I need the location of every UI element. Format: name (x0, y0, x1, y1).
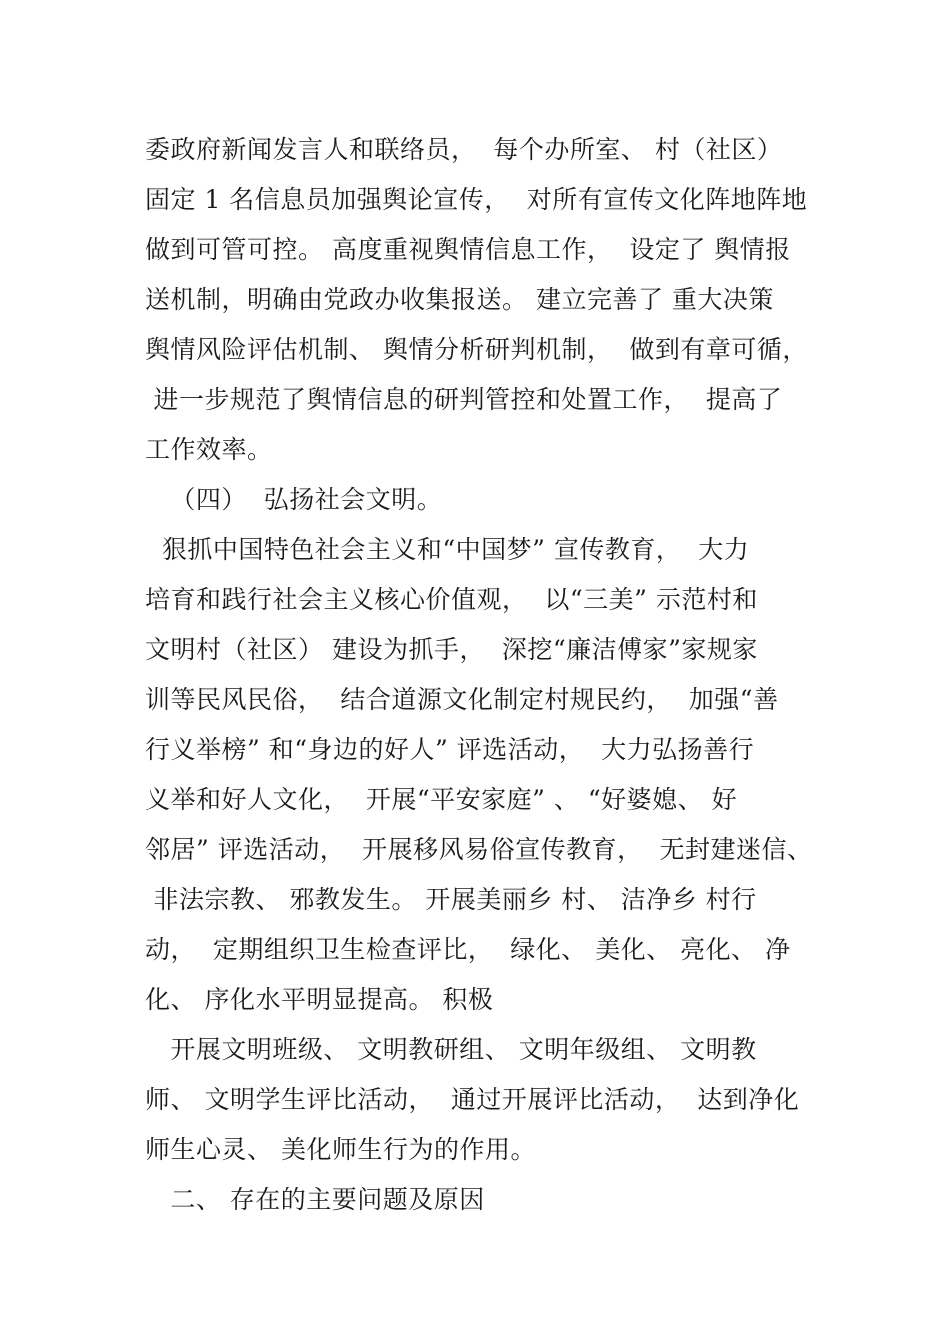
text-line: 训等民风民俗， 结合道源文化制定村规民约， 加强“善 (145, 685, 779, 714)
text-line: 文明村（社区） 建设为抓手， 深挖“廉洁傅家”家规家 (145, 635, 758, 664)
text-line: 做到可管可控。 高度重视舆情信息工作， 设定了 舆情报 (145, 235, 791, 264)
text-line: 师、 文明学生评比活动， 通过开展评比活动， 达到净化 (145, 1085, 800, 1114)
section-heading: 二、 存在的主要问题及原因 (145, 1185, 485, 1214)
text-line: 进一步规范了舆情信息的研判管控和处置工作， 提高了 (145, 385, 783, 414)
text-line: 送机制，明确由党政办收集报送。 建立完善了 重大决策 (145, 285, 774, 314)
text-line: 行义举榜” 和“身边的好人” 评选活动， 大力弘扬善行 (145, 735, 755, 764)
text-line: 培育和践行社会主义核心价值观， 以“三美” 示范村和 (145, 585, 758, 614)
text-line: 舆情风险评估机制、 舆情分析研判机制， 做到有章可循， (145, 335, 808, 364)
text-line: 化、 序化水平明显提高。 积极 (145, 985, 494, 1014)
text-line: 固定 1 名信息员加强舆论宣传， 对所有宣传文化阵地阵地 (145, 185, 808, 214)
text-line: 师生心灵、 美化师生行为的作用。 (145, 1135, 536, 1164)
text-line: 邻居” 评选活动， 开展移风易俗宣传教育， 无封建迷信、 (145, 835, 813, 864)
text-line: 委政府新闻发言人和联络员， 每个办所室、 村（社区） (145, 135, 783, 164)
text-line: 开展文明班级、 文明教研组、 文明年级组、 文明教 (145, 1035, 757, 1064)
text-line: 非法宗教、 邪教发生。 开展美丽乡 村、 洁净乡 村行 (145, 885, 757, 914)
section-heading: （四） 弘扬社会文明。 (145, 485, 443, 514)
text-line: 工作效率。 (145, 435, 273, 464)
text-line: 动， 定期组织卫生检查评比， 绿化、 美化、 亮化、 净 (145, 935, 791, 964)
text-line: 义举和好人文化， 开展“平安家庭” 、 “好婆媳、 好 (145, 785, 738, 814)
text-line: 狠抓中国特色社会主义和“中国梦” 宣传教育， 大力 (145, 535, 750, 564)
